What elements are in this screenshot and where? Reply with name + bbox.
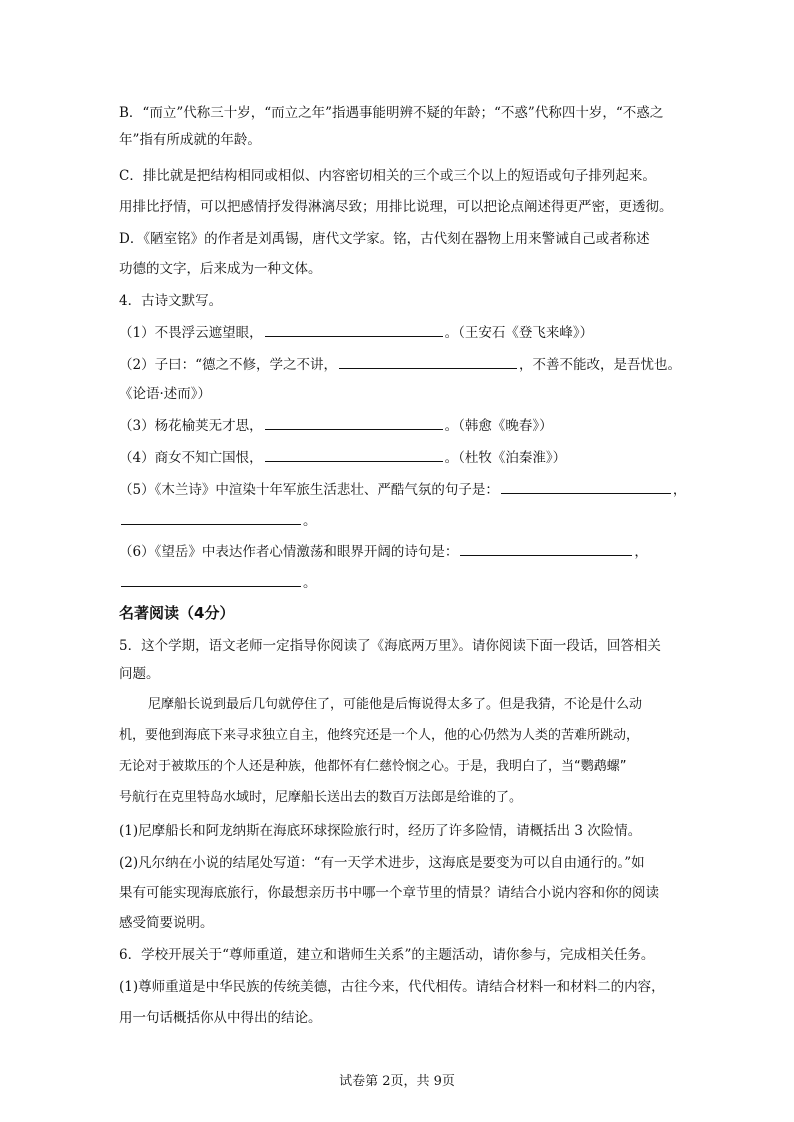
answer-blank[interactable] (339, 354, 517, 369)
q4-item-3-prompt: （3）杨花榆荚无才思， (119, 418, 263, 434)
q4-item-6-after: ， (634, 544, 648, 560)
q4-item-1 (119, 322, 679, 343)
excerpt-line: 无论对于被欺压的个人还是种族，他都怀有仁慈怜悯之心。于是，我明白了，当“鹦鹉螺” (119, 759, 627, 774)
q4-item-2-after: ，不善不能改，是吾忧也。 (519, 357, 681, 373)
q4-item-3-source: 。（韩愈《晚春》） (444, 418, 553, 434)
q4-item-2 (119, 354, 679, 375)
q4-item-1-source: 。（王安石《登飞来峰》） (444, 325, 594, 341)
section-heading: 名著阅读（4分） (119, 604, 235, 622)
q4-item-5 (119, 479, 687, 500)
answer-blank[interactable] (501, 479, 671, 494)
q4-item-2-prompt: （2）子曰：“德之不修，学之不讲， (119, 357, 337, 373)
q4-item-6-prompt: （6）《望岳》中表达作者心情激荡和眼界开阔的诗句是： (119, 544, 459, 560)
q5-line1: 5．这个学期，语文老师一定指导你阅读了《海底两万里》。请你阅读下面一段话，回答相关 (119, 638, 661, 654)
excerpt-line: 机，要他到海底下来寻求独立自主，他终究还是一个人，他的心仍然为人类的苦难所跳动， (119, 728, 640, 743)
q6-sub1-line1: (1)尊师重道是中华民族的传统美德，古往今来，代代相传。请结合材料一和材料二的内容， (119, 979, 665, 995)
answer-blank[interactable] (265, 415, 443, 430)
answer-blank[interactable] (460, 541, 632, 556)
page-footer: 试卷第 2页，共 9页 (339, 1074, 455, 1089)
q4-item-4-prompt: （4）商女不知亡国恨， (119, 450, 263, 466)
q6-line1: 6．学校开展关于“尊师重道，建立和谐师生关系”的主题活动，请你参与，完成相关任务。 (119, 947, 655, 963)
q4-item-3 (119, 415, 679, 436)
q4-item-5-tail: 。 (303, 513, 317, 529)
q5-sub2-line2: 果有可能实现海底旅行，你最想亲历书中哪一个章节里的情景？请结合小说内容和你的阅读 (119, 885, 659, 901)
option-c-line2: 用排比抒情，可以把感情抒发得淋漓尽致；用排比说理，可以把论点阐述得更严密，更透彻。 (119, 199, 673, 215)
q4-item-5-prompt: （5）《木兰诗》中渲染十年军旅生活悲壮、严酷气氛的句子是： (119, 482, 499, 498)
option-b-line2: 年”指有所成就的年龄。 (119, 132, 261, 148)
q4-item-2-cont: 《论语·述而》） (119, 386, 212, 402)
q4-item-6-cont (119, 572, 679, 593)
q4-item-6 (119, 541, 679, 562)
q4-title: 4．古诗文默写。 (119, 293, 223, 309)
q4-item-5-after: ， (672, 482, 687, 498)
q5-sub2-line1: (2)凡尔纳在小说的结尾处写道：“有一天学术进步，这海底是要变为可以自由通行的。”如 (119, 855, 645, 871)
excerpt-line: 尼摩船长说到最后几句就停住了，可能他是后悔说得太多了。但是我猜，不论是什么动 (148, 697, 643, 712)
q5-line2: 问题。 (119, 666, 160, 682)
option-d-line2: 功德的文字，后来成为一种文体。 (119, 261, 322, 277)
excerpt-line: 号航行在克里特岛水域时，尼摩船长送出去的数百万法郎是给谁的了。 (119, 790, 523, 805)
q4-item-1-prompt: （1）不畏浮云遮望眼， (119, 325, 263, 341)
answer-blank[interactable] (121, 510, 301, 525)
q5-sub2-line3: 感受简要说明。 (119, 915, 214, 931)
option-c-line1: C．排比就是把结构相同或相似、内容密切相关的三个或三个以上的短语或句子排列起来。 (119, 168, 656, 184)
option-b-line1: B．“而立”代称三十岁，“而立之年”指遇事能明辨不疑的年龄；“不惑”代称四十岁，“不惑之 (119, 105, 664, 121)
q4-item-6-tail: 。 (303, 575, 317, 591)
q4-item-4 (119, 447, 679, 468)
q4-item-4-source: 。（杜牧《泊秦淮》） (444, 450, 567, 466)
answer-blank[interactable] (265, 447, 443, 462)
option-d-line1: D．《陋室铭》的作者是刘禹锡，唐代文学家。铭，古代刻在器物上用来警诫自己或者称述 (119, 231, 650, 247)
answer-blank[interactable] (265, 322, 443, 337)
q6-sub1-line2: 用一句话概括你从中得出的结论。 (119, 1010, 322, 1026)
q4-item-5-cont (119, 510, 679, 531)
q5-sub1: (1)尼摩船长和阿龙纳斯在海底环球探险旅行时，经历了许多险情，请概括出 3 次险情。 (119, 823, 642, 839)
answer-blank[interactable] (121, 572, 301, 587)
